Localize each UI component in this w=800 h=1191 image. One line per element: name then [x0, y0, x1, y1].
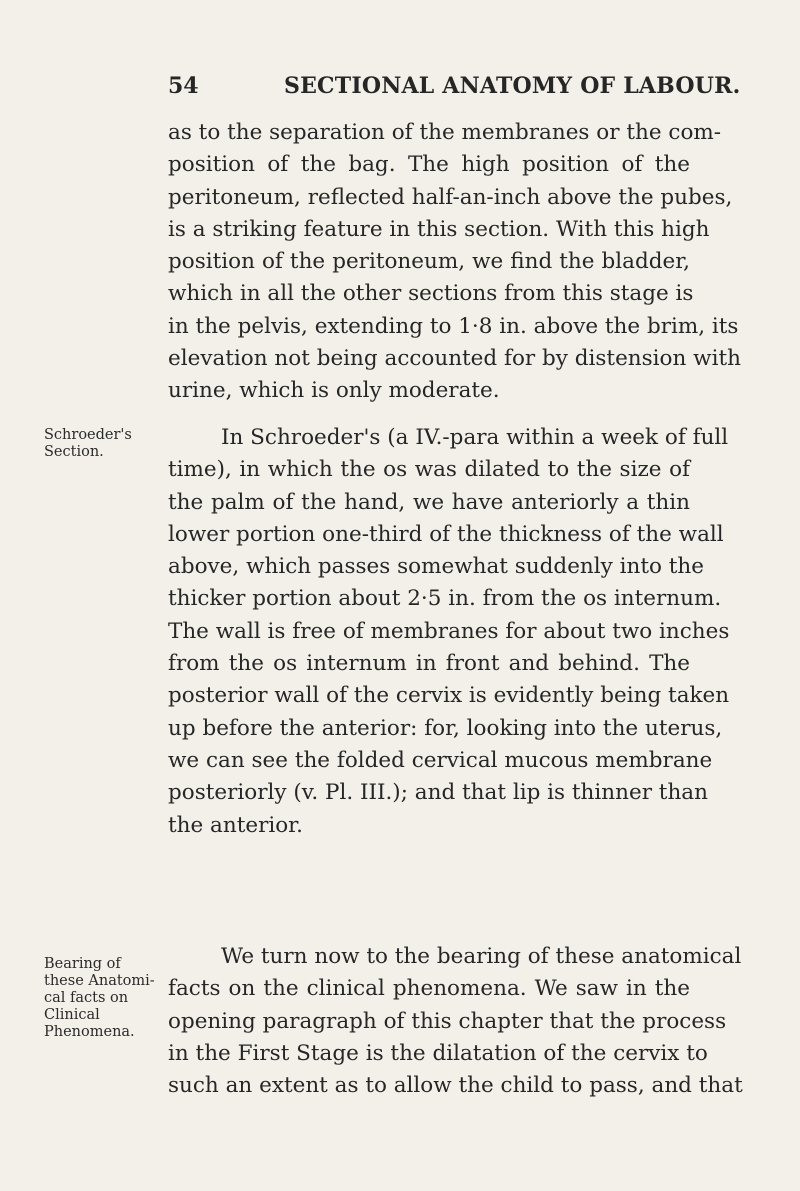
text-line: in the First Stage is the dilatation of the cervix to [168, 1040, 708, 1066]
page-number: 54 [168, 73, 199, 99]
paragraph-continuation [168, 117, 741, 408]
text-line: posterior wall of the cervix is evidently being taken [168, 683, 730, 709]
text-line: as to the separation of the membranes or the com- [168, 120, 722, 145]
text-line: we can see the folded cervical mucous membrane [168, 747, 713, 773]
text-line: opening paragraph of this chapter that the process [168, 1008, 727, 1034]
text-line: is a striking feature in this section. With this high [168, 216, 710, 242]
margin-note-line: Section. [44, 444, 104, 460]
text-line: such an extent as to allow the child to pass, and that [168, 1073, 743, 1099]
text-line: in the pelvis, extending to 1·8 in. above the brim, its [168, 313, 739, 339]
text-line: up before the anterior: for, looking into the uterus, [168, 715, 723, 741]
text-line: from the os internum in front and behind. The [168, 651, 690, 677]
text-line: We turn now to the bearing of these anatomical [221, 944, 742, 969]
text-line: facts on the clinical phenomena. We saw in the [168, 976, 690, 1002]
running-title: SECTIONAL ANATOMY OF LABOUR. [284, 73, 741, 99]
text-line: position of the bag. The high position of the [168, 152, 690, 178]
text-line: urine, which is only moderate. [168, 378, 500, 404]
text-line: posteriorly (v. Pl. III.); and that lip is thinner than [168, 780, 708, 806]
text-line: the anterior. [168, 812, 303, 838]
margin-note-line: Phenomena. [44, 1024, 135, 1040]
paragraph-clinical-phenomena [168, 941, 743, 1102]
text-line: In Schroeder's (a IV.-para within a week of full [221, 425, 729, 450]
text-line: above, which passes somewhat suddenly into the [168, 554, 704, 580]
text-line: time), in which the os was dilated to the size of [168, 457, 690, 483]
margin-note-schroeders-section [44, 427, 162, 461]
margin-note-bearing-of-anatomical-facts [44, 956, 162, 1041]
text-line: peritoneum, reflected half-an-inch above the pubes, [168, 184, 733, 210]
margin-note-line: Schroeder's [44, 427, 132, 443]
text-line: The wall is free of membranes for about two inches [168, 618, 730, 644]
text-line: position of the peritoneum, we find the bladder, [168, 249, 690, 275]
text-line: which in all the other sections from this stage is [168, 281, 694, 307]
margin-note-line: Bearing of [44, 956, 121, 972]
text-line: the palm of the hand, we have anteriorly a thin [168, 489, 690, 515]
text-line: lower portion one-third of the thickness of the wall [168, 521, 724, 547]
margin-note-line: these Anatomi- [44, 973, 155, 989]
text-line: elevation not being accounted for by distension with [168, 346, 741, 372]
text-line: thicker portion about 2·5 in. from the os internum. [168, 586, 722, 612]
margin-note-line: Clinical [44, 1007, 100, 1023]
margin-note-line: cal facts on [44, 990, 129, 1006]
paragraph-schroeders-section [168, 422, 730, 842]
